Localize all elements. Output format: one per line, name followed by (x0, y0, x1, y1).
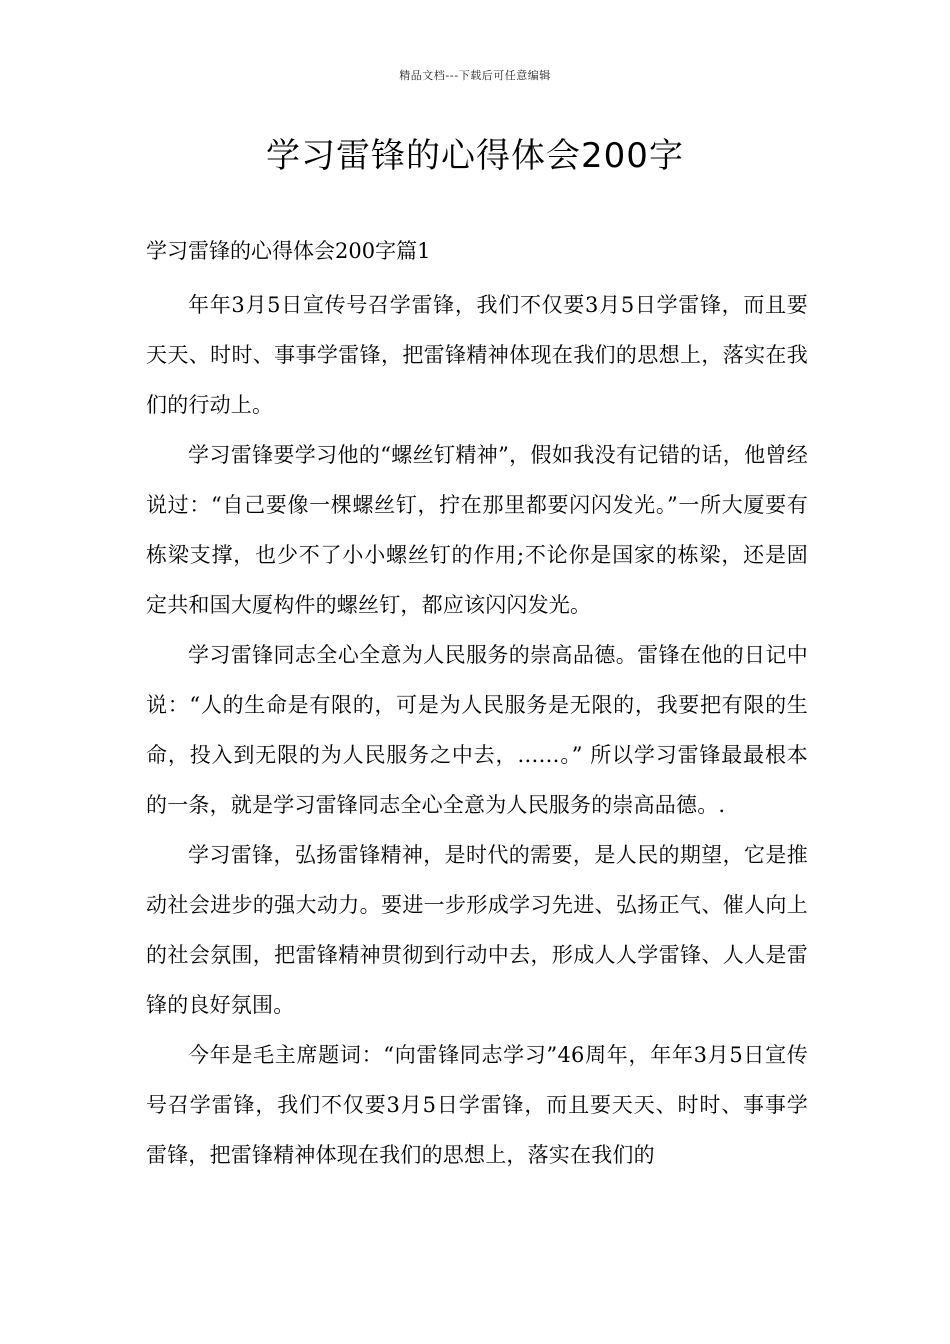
paragraph-1: 年年3月5日宣传号召学雷锋，我们不仅要3月5日学雷锋，而且要天天、时时、事事学雷锋，把雷锋精神体现在我们的思想上，落实在我们的行动上。 (146, 293, 808, 417)
header-note: 精品文档---下载后可任意编辑 (399, 69, 551, 82)
paragraph-5: 今年是毛主席题词：“向雷锋同志学习”46周年，年年3月5日宣传号召学雷锋，我们不仅要3月5日学雷锋，而且要天天、时时、事事学雷锋，把雷锋精神体现在我们的思想上，落实在我们的 (146, 1043, 808, 1167)
section-heading: 学习雷锋的心得体会200字篇1 (146, 239, 431, 263)
paragraph-3: 学习雷锋同志全心全意为人民服务的崇高品德。雷锋在他的日记中说：“人的生命是有限的，可是为人民服务是无限的，我要把有限的生命，投入到无限的为人民服务之中去，……。” 所以学习雷锋最最根本的一条，就是学习雷锋同志全心全意为人民服务的崇高品德。. (146, 643, 808, 817)
paragraph-4: 学习雷锋，弘扬雷锋精神，是时代的需要，是人民的期望，它是推动社会进步的强大动力。要进一步形成学习先进、弘扬正气、催人向上的社会氛围，把雷锋精神贯彻到行动中去，形成人人学雷锋、人人是雷锋的良好氛围。 (146, 843, 808, 1017)
document-title: 学习雷锋的心得体会200字 (266, 136, 684, 176)
document-body (146, 232, 808, 1180)
paragraph-2: 学习雷锋要学习他的“螺丝钉精神”，假如我没有记错的话，他曾经说过：“自己要像一棵螺丝钉，拧在那里都要闪闪发光。”一所大厦要有栋梁支撑，也少不了小小螺丝钉的作用;不论你是国家的栋梁，还是固定共和国大厦构件的螺丝钉，都应该闪闪发光。 (146, 443, 808, 617)
